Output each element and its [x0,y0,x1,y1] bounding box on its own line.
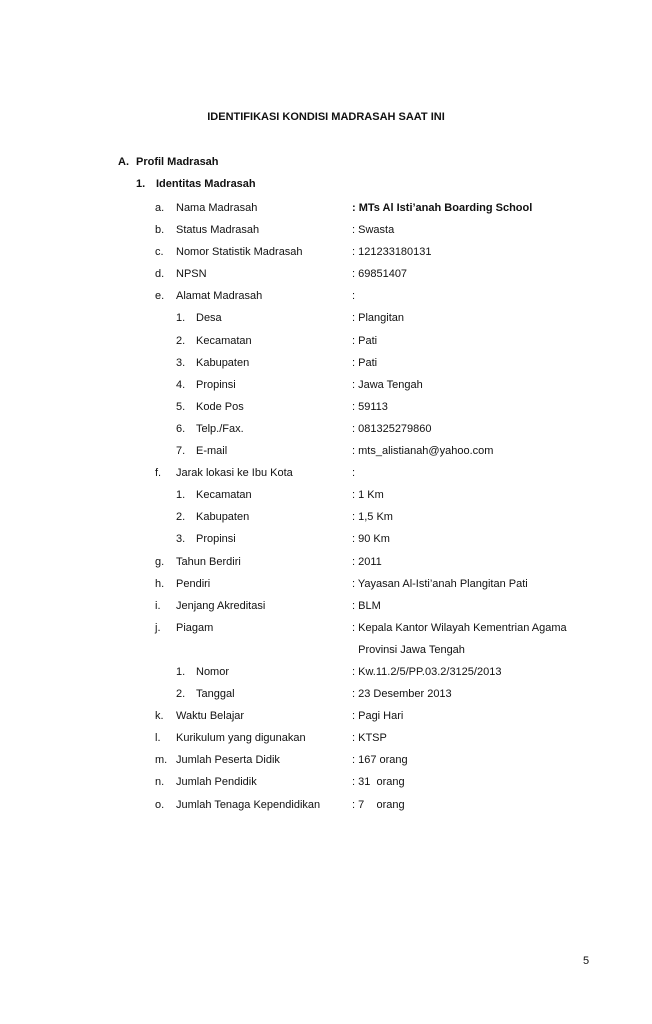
subsection-marker: 1. [136,178,146,190]
field-value: : Pagi Hari [352,710,404,723]
field-row [0,774,652,796]
field-value: : [352,290,356,303]
field-row [0,708,652,730]
field-value: : Jawa Tengah [352,378,423,391]
field-row [0,598,652,620]
field-label: Piagam [176,621,214,634]
field-value: : 1 Km [352,489,384,502]
field-label: Kabupaten [196,356,250,369]
field-marker: h. [155,577,165,590]
field-row [0,200,652,222]
field-marker: 4. [176,378,186,391]
field-value: Provinsi Jawa Tengah [352,643,465,656]
field-label: Jumlah Tenaga Kependidikan [176,798,321,811]
field-label: Jenjang Akreditasi [176,599,266,612]
field-row [0,664,652,686]
field-value: : Swasta [352,224,395,237]
field-label: NPSN [176,268,207,281]
field-label: Jumlah Peserta Didik [176,754,280,767]
field-row [0,222,652,244]
field-row [0,576,652,598]
field-label: Telp./Fax. [196,422,244,435]
field-row [0,620,652,642]
field-row [0,266,652,288]
field-row [0,421,652,443]
field-label: Status Madrasah [176,224,260,237]
field-marker: c. [155,246,164,259]
field-value: : 2011 [352,555,382,568]
field-label: Kecamatan [196,334,252,347]
field-marker: 7. [176,445,186,458]
field-marker: i. [155,599,161,612]
field-label: Tahun Berdiri [176,555,241,568]
field-row [0,399,652,421]
field-value: : BLM [352,599,381,612]
field-row [0,355,652,377]
field-label: Nomor Statistik Madrasah [176,246,303,259]
field-row [0,752,652,774]
field-value: : [352,467,356,480]
field-value: : 90 Km [352,533,390,546]
field-value: : Kw.11.2/5/PP.03.2/3125/2013 [352,665,502,678]
field-row [0,554,652,576]
field-marker: n. [155,776,165,789]
field-label: Desa [196,312,222,325]
field-marker: 2. [176,688,186,701]
field-row [0,487,652,509]
identity-field-list [0,200,652,819]
field-value: : 167 orang [352,754,408,767]
field-row [0,465,652,487]
field-value: : 69851407 [352,268,408,281]
field-value: : Pati [352,356,378,369]
field-value: : Yayasan Al-Isti’anah Plangitan Pati [352,577,528,590]
subsection-heading-identitas [136,178,256,190]
field-label: E-mail [196,445,228,458]
field-marker: 6. [176,422,186,435]
field-value: : KTSP [352,732,387,745]
field-value: : 7 orang [352,798,405,811]
field-row [0,377,652,399]
field-row [0,686,652,708]
page-number: 5 [583,955,590,967]
field-row [0,310,652,332]
field-label: Propinsi [196,378,236,391]
field-marker: 1. [176,312,186,325]
field-row [0,509,652,531]
field-marker: 2. [176,334,186,347]
field-marker: g. [155,555,165,568]
page-title: IDENTIFIKASI KONDISI MADRASAH SAAT INI [207,111,445,123]
section-label: Profil Madrasah [136,156,219,168]
field-marker: 1. [176,665,186,678]
field-marker: 3. [176,356,186,369]
field-value: : Kepala Kantor Wilayah Kementrian Agama [352,621,567,634]
field-marker: b. [155,224,165,237]
field-marker: k. [155,710,164,723]
field-value: : MTs Al Isti’anah Boarding School [352,202,533,214]
field-label: Kecamatan [196,489,252,502]
field-label: Jumlah Pendidik [176,776,257,789]
field-value: : Pati [352,334,378,347]
field-marker: 5. [176,400,186,413]
field-marker: m. [155,754,168,767]
subsection-label: Identitas Madrasah [156,178,256,190]
field-label: Kabupaten [196,511,250,524]
section-marker: A. [118,156,129,168]
field-row [0,642,652,664]
field-marker: j. [155,621,161,634]
field-label: Kode Pos [196,400,244,413]
field-value: : 59113 [352,400,388,413]
field-value: : mts_alistianah@yahoo.com [352,445,494,458]
field-marker: a. [155,202,165,214]
field-marker: d. [155,268,165,281]
field-label: Pendiri [176,577,211,590]
field-marker: l. [155,732,161,745]
section-heading-profil [118,156,219,168]
field-label: Nama Madrasah [176,202,258,214]
field-marker: 1. [176,489,186,502]
field-value: : 081325279860 [352,422,432,435]
field-row [0,443,652,465]
field-marker: e. [155,290,165,303]
field-value: : 31 orang [352,776,405,789]
field-row [0,797,652,819]
field-value: : 121233180131 [352,246,432,259]
field-marker: o. [155,798,165,811]
field-label: Nomor [196,665,230,678]
field-value: : 23 Desember 2013 [352,688,452,701]
field-label: Kurikulum yang digunakan [176,732,306,745]
field-row [0,244,652,266]
field-marker: 3. [176,533,186,546]
field-marker: f. [155,467,162,480]
field-value: : 1,5 Km [352,511,393,524]
field-row [0,288,652,310]
field-label: Alamat Madrasah [176,290,263,303]
field-row [0,531,652,553]
field-value: : Plangitan [352,312,404,325]
field-row [0,730,652,752]
field-row [0,333,652,355]
field-marker: 2. [176,511,186,524]
field-label: Waktu Belajar [176,710,245,723]
field-label: Propinsi [196,533,236,546]
field-label: Jarak lokasi ke Ibu Kota [176,467,293,480]
field-label: Tanggal [196,688,235,701]
